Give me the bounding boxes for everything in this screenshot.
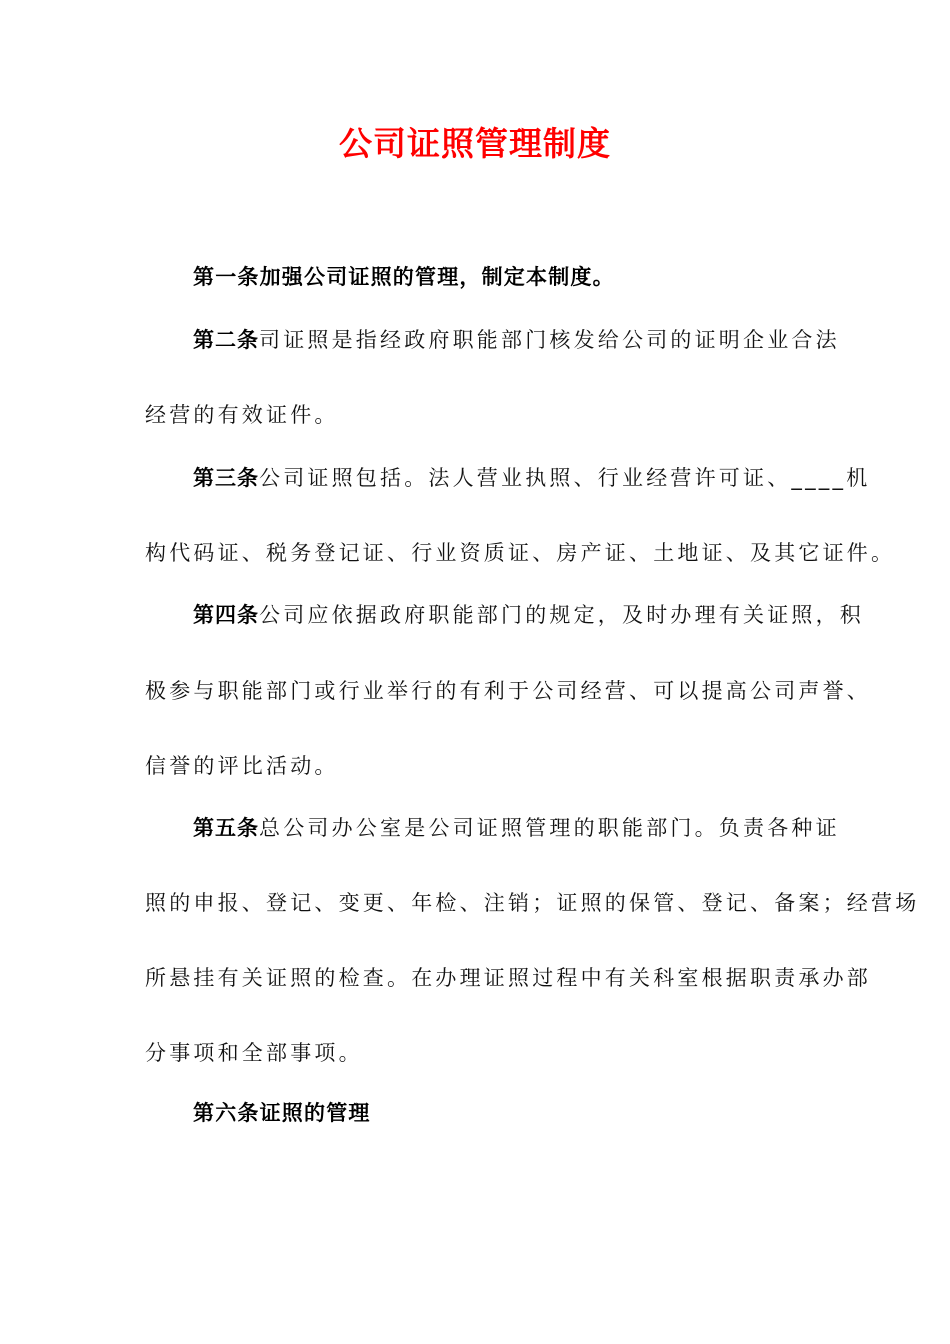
article-5-text: 总公司办公室是公司证照管理的职能部门。负责各种证	[259, 816, 840, 840]
article-5-line-2: 照的申报、登记、变更、年检、注销；证照的保管、登记、备案；经营场	[145, 891, 920, 915]
article-4-line-2: 极参与职能部门或行业举行的有利于公司经营、可以提高公司声誉、	[145, 679, 871, 703]
article-3-text: 公司证照包括。法人营业执照、行业经营许可证、____机	[259, 466, 871, 490]
article-3-label: 第三条	[193, 466, 259, 490]
article-2-text: 司证照是指经政府职能部门核发给公司的证明企业合法	[259, 328, 840, 352]
article-4-line-1	[193, 600, 864, 630]
article-5-line-4: 分事项和全部事项。	[145, 1041, 363, 1065]
article-5-label: 第五条	[193, 816, 259, 840]
article-2-line-1	[193, 325, 840, 355]
article-4-label: 第四条	[193, 603, 259, 627]
article-5-line-3: 所悬挂有关证照的检查。在办理证照过程中有关科室根据职责承办部	[145, 966, 871, 990]
article-4-line-3: 信誉的评比活动。	[145, 754, 339, 778]
article-3-line-1	[193, 463, 870, 493]
article-3-line-2: 构代码证、税务登记证、行业资质证、房产证、土地证、及其它证件。	[145, 541, 896, 565]
article-6-line-1: 第六条证照的管理	[193, 1101, 371, 1125]
document-title: 公司证照管理制度	[339, 124, 611, 163]
article-2-line-2: 经营的有效证件。	[145, 403, 339, 427]
article-1-line-1: 第一条加强公司证照的管理，制定本制度。	[193, 265, 615, 289]
article-2-label: 第二条	[193, 328, 259, 352]
article-5-line-1	[193, 813, 840, 843]
article-4-text: 公司应依据政府职能部门的规定，及时办理有关证照，积	[259, 603, 864, 627]
